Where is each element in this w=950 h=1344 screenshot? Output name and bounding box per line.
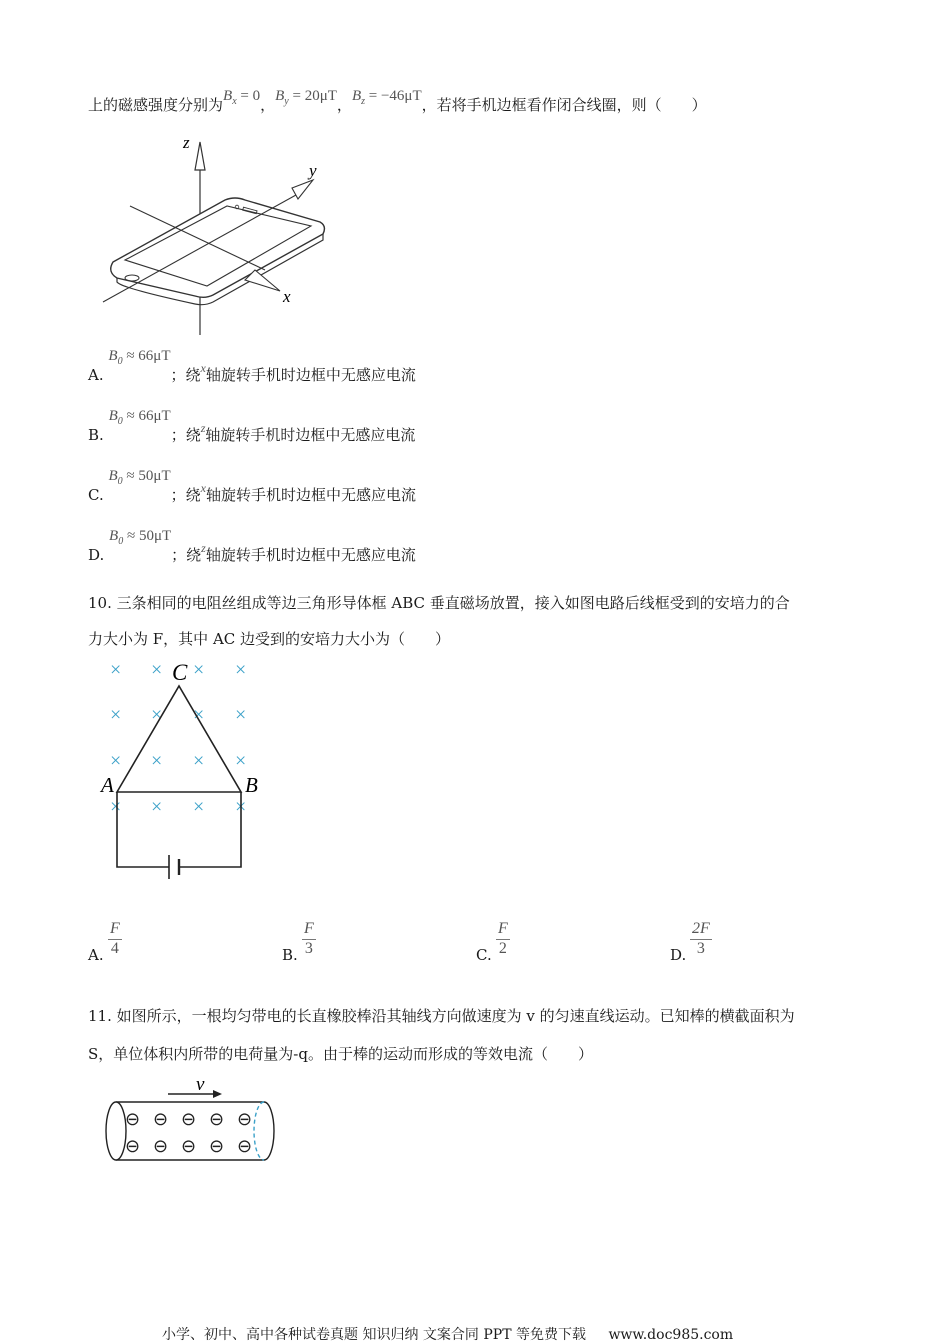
bz-formula: $B_z = -46\mu T$ bbox=[351, 88, 422, 107]
q10-option-c-frac: $\frac{F}{2}$ bbox=[498, 920, 508, 957]
label-b: B bbox=[245, 773, 258, 797]
q9-stem-suffix: ，若将手机边框看作闭合线圈，则（ ） bbox=[421, 96, 707, 114]
rod-right-end-back bbox=[254, 1102, 264, 1160]
b0-formula: $B_0 \approx 66\mu T$ bbox=[108, 408, 171, 427]
field-mark-1-3: × bbox=[235, 704, 247, 726]
q10-option-b-frac: $\frac{F}{3}$ bbox=[304, 920, 314, 957]
q10-option-b[interactable]: B. bbox=[282, 946, 298, 964]
charge-mark-0-1: ⊖ bbox=[153, 1109, 169, 1129]
field-mark-0-2: × bbox=[193, 659, 205, 681]
velocity-label: v bbox=[196, 1074, 205, 1095]
charged-rod-figure bbox=[100, 1070, 280, 1170]
field-mark-2-3: × bbox=[235, 750, 247, 772]
bx-formula: $B_x = 0$ bbox=[223, 88, 261, 107]
field-mark-1-1: × bbox=[151, 704, 163, 726]
b0-formula: $B_0 \approx 50\mu T$ bbox=[109, 528, 172, 547]
charge-mark-1-2: ⊖ bbox=[181, 1136, 197, 1156]
q10-option-a[interactable]: A. bbox=[88, 946, 104, 964]
y-axis-label: y bbox=[309, 161, 317, 180]
y-axis-arrow bbox=[292, 180, 313, 199]
charge-mark-0-2: ⊖ bbox=[181, 1109, 197, 1129]
wire-right bbox=[179, 792, 241, 867]
q11-stem-line2: S，单位体积内所带的电荷量为-q。由于棒的运动而形成的等效电流（ ） bbox=[88, 1045, 593, 1063]
charge-mark-0-3: ⊖ bbox=[209, 1109, 225, 1129]
velocity-arrow-head bbox=[213, 1090, 222, 1098]
triangle-circuit-figure bbox=[95, 652, 270, 887]
q10-option-c[interactable]: C. bbox=[476, 946, 492, 964]
q10-option-a-frac: $\frac{F}{4}$ bbox=[110, 920, 120, 957]
charge-mark-1-3: ⊖ bbox=[209, 1136, 225, 1156]
label-a: A bbox=[101, 773, 114, 797]
charge-mark-0-0: ⊖ bbox=[125, 1109, 141, 1129]
footer-url[interactable]: www.doc985.com bbox=[608, 1327, 734, 1343]
q11-stem-line1: 11. 如图所示，一根均匀带电的长直橡胶棒沿其轴线方向做速度为 v 的匀速直线运动。已知棒的横截面积为 bbox=[88, 1007, 795, 1025]
q10-option-d-frac: $\frac{2F}{3}$ bbox=[692, 920, 710, 957]
charge-mark-1-0: ⊖ bbox=[125, 1136, 141, 1156]
label-c: C bbox=[172, 660, 188, 685]
field-mark-3-1: × bbox=[151, 796, 163, 818]
q9-option-d[interactable]: D. $B_0 \approx 50\mu T$；绕$^z$轴旋转手机时边框中无感应电流 bbox=[88, 528, 416, 564]
field-mark-0-0: × bbox=[110, 659, 122, 681]
field-mark-2-2: × bbox=[193, 750, 205, 772]
b0-formula: $B_0 \approx 66\mu T$ bbox=[108, 348, 171, 367]
z-axis-label: z bbox=[183, 133, 190, 152]
field-mark-2-1: × bbox=[151, 750, 163, 772]
z-axis-arrow bbox=[195, 142, 205, 170]
footer bbox=[162, 1324, 733, 1344]
x-axis-label: x bbox=[283, 287, 291, 306]
q9-option-b[interactable]: B. $B_0 \approx 66\mu T$；绕$^z$轴旋转手机时边框中无感应电流 bbox=[88, 408, 416, 444]
q10-stem-line2: 力大小为 F，其中 AC 边受到的安培力大小为（ ） bbox=[88, 630, 451, 648]
field-mark-3-0: × bbox=[110, 796, 122, 818]
field-mark-3-3: × bbox=[235, 796, 247, 818]
field-mark-1-2: × bbox=[193, 704, 205, 726]
footer-text: 小学、初中、高中各种试卷真题 知识归纳 文案合同 PPT 等免费下载 bbox=[162, 1327, 586, 1343]
field-mark-3-2: × bbox=[193, 796, 205, 818]
q9-option-c[interactable]: C. $B_0 \approx 50\mu T$；绕$^x$轴旋转手机时边框中无感应电流 bbox=[88, 468, 416, 504]
q9-stem: 上的磁感强度分别为$B_x = 0$，$B_y = 20\mu T$，$B_z = -46\mu T$，若将手机边框看作闭合线圈，则（ ） bbox=[88, 88, 707, 114]
charge-mark-0-4: ⊖ bbox=[237, 1109, 253, 1129]
rod-right-end-front bbox=[264, 1102, 274, 1160]
by-formula: $B_y = 20\mu T$ bbox=[275, 88, 337, 107]
q10-option-d[interactable]: D. bbox=[670, 946, 687, 964]
q10-stem-line1: 10. 三条相同的电阻丝组成等边三角形导体框 ABC 垂直磁场放置，接入如图电路后线框受到的安培力的合 bbox=[88, 594, 790, 612]
b0-formula: $B_0 \approx 50\mu T$ bbox=[108, 468, 171, 487]
q9-option-a[interactable]: A. $B_0 \approx 66\mu T$；绕$^x$轴旋转手机时边框中无感应电流 bbox=[88, 348, 416, 384]
phone bbox=[111, 198, 325, 305]
q9-stem-prefix: 上的磁感强度分别为 bbox=[88, 96, 224, 114]
charge-mark-1-4: ⊖ bbox=[237, 1136, 253, 1156]
rod-left-end bbox=[106, 1102, 126, 1160]
triangle-abc bbox=[117, 686, 241, 792]
charge-mark-1-1: ⊖ bbox=[153, 1136, 169, 1156]
field-mark-2-0: × bbox=[110, 750, 122, 772]
field-mark-0-1: × bbox=[151, 659, 163, 681]
field-mark-1-0: × bbox=[110, 704, 122, 726]
phone-axes-figure bbox=[95, 130, 345, 340]
field-mark-0-3: × bbox=[235, 659, 247, 681]
